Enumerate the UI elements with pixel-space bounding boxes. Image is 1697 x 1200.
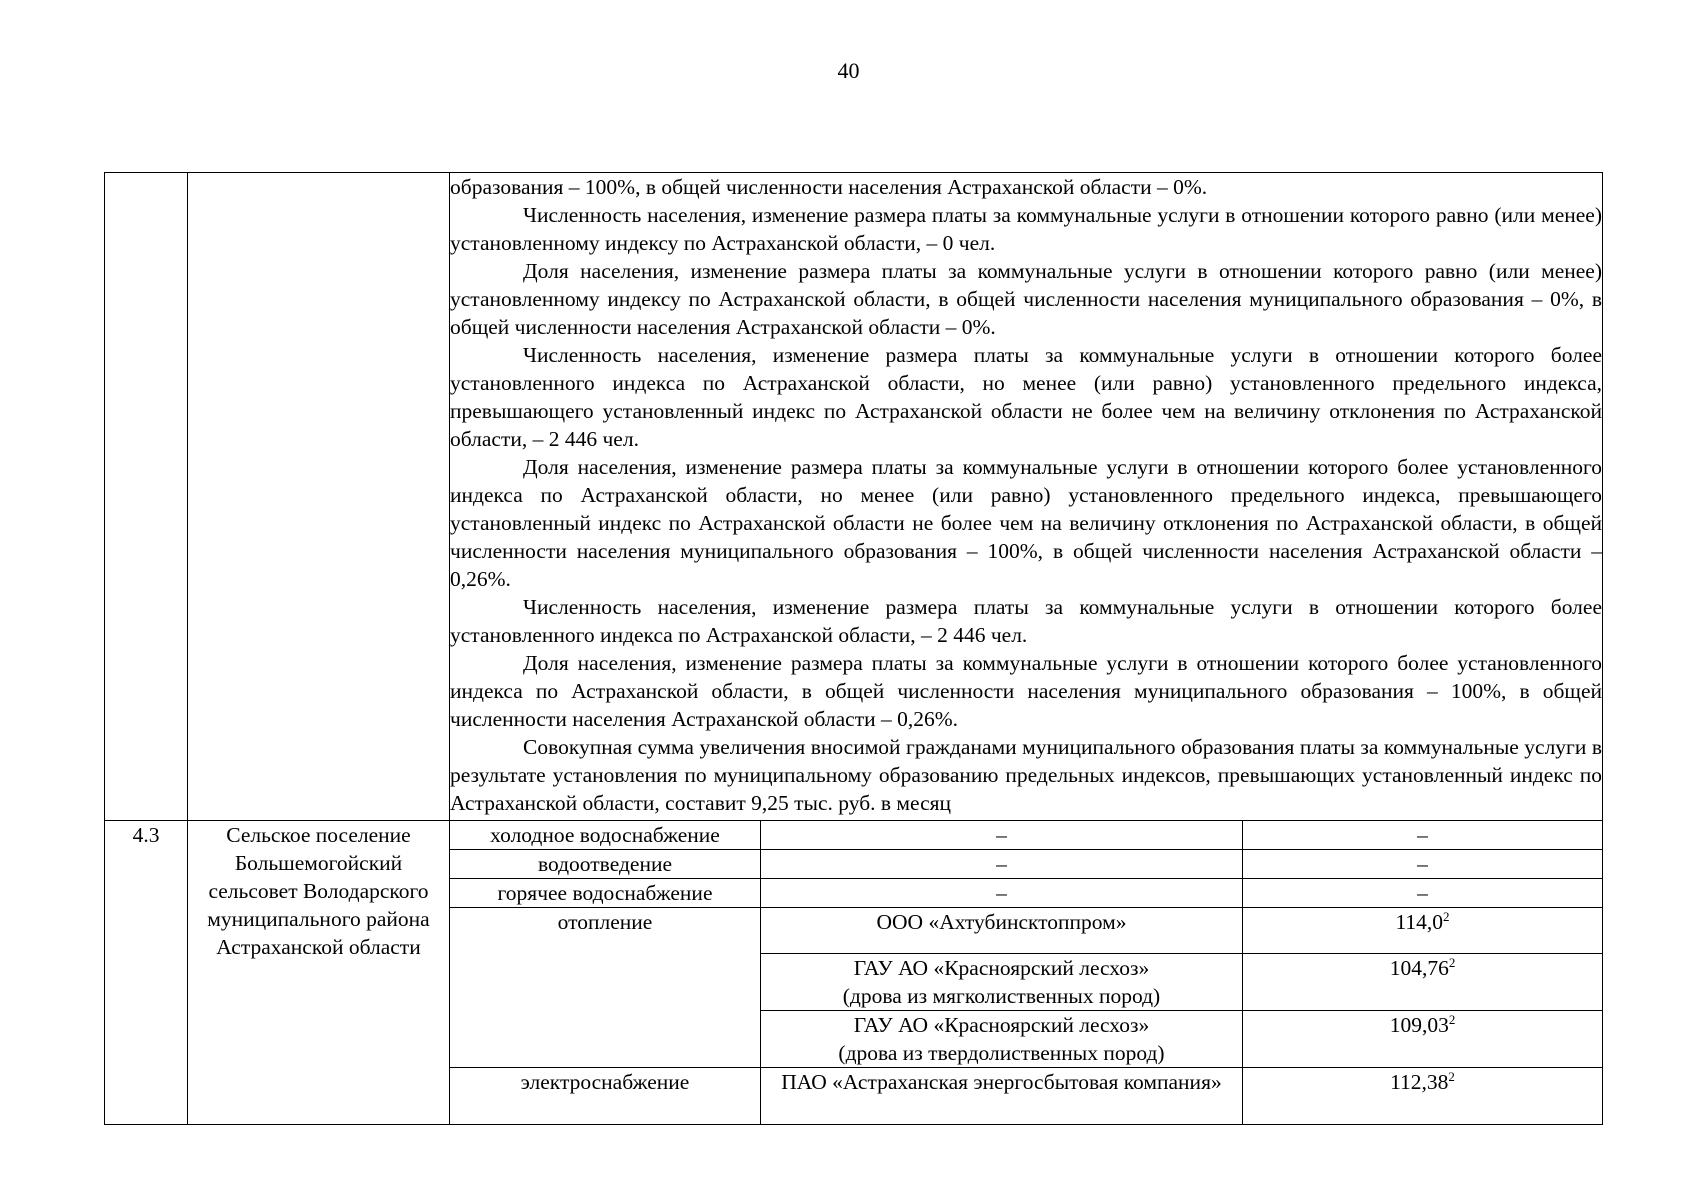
service-cold-water: холодное водоснабжение xyxy=(450,821,761,850)
provider-cell: ПАО «Астраханская энергосбытовая компания» xyxy=(761,1068,1243,1125)
service-sewerage: водоотведение xyxy=(450,850,761,879)
page-number: 40 xyxy=(837,58,860,83)
index-value: 114,0 xyxy=(1395,910,1444,934)
tariff-table xyxy=(104,172,1603,1125)
indicator-paragraph: Численность населения, изменение размера платы за коммунальные услуги в отношении которого более установленного индекса по Астраханской области, но менее (или равно) установленного предельного индекса, превышающего установленный индекс по Астраханской области не более чем на величину отклонения по Астраханской области, – 2 446 чел. xyxy=(450,343,1602,451)
indicator-paragraph: Совокупная сумма увеличения вносимой гражданами муниципального образования платы за коммунальные услуги в результате установления по муниципальному образованию предельных индексов, превышающих установленный индекс по Астраханской области, составит 9,25 тыс. руб. в месяц xyxy=(450,735,1602,815)
service-hot-water: горячее водоснабжение xyxy=(450,879,761,908)
provider-cell: – xyxy=(761,821,1243,850)
footnote-mark: 2 xyxy=(1443,909,1450,924)
index-value: 109,03 xyxy=(1389,1013,1449,1037)
footnote-mark: 2 xyxy=(1448,1012,1456,1027)
indicator-paragraph: Численность населения, изменение размера платы за коммунальные услуги в отношении которого равно (или менее) установленному индексу по Астраханской области, – 0 чел. xyxy=(450,203,1602,255)
provider-cell: – xyxy=(761,850,1243,879)
footnote-mark: 2 xyxy=(1448,1069,1455,1084)
indicator-paragraph: образования – 100%, в общей численности населения Астраханской области – 0%. xyxy=(450,175,1208,199)
index-value: 104,76 xyxy=(1389,956,1449,980)
service-heating: отопление xyxy=(450,908,761,1068)
indicator-paragraph: Численность населения, изменение размера платы за коммунальные услуги в отношении которого более установленного индекса по Астраханской области, – 2 446 чел. xyxy=(450,595,1602,647)
provider-name: ГАУ АО «Красноярский лесхоз» xyxy=(853,956,1150,980)
indicator-paragraph: Доля населения, изменение размера платы за коммунальные услуги в отношении которого более установленного индекса по Астраханской области, в общей численности населения муниципального образования – 100%, в общей численности населения Астраханской области – 0,26%. xyxy=(450,651,1602,731)
number-cell-empty xyxy=(105,173,188,821)
footnote-mark: 2 xyxy=(1448,955,1456,970)
service-electricity: электроснабжение xyxy=(450,1068,761,1125)
row-number: 4.3 xyxy=(105,821,188,1125)
table-row xyxy=(105,821,1603,850)
index-value-cell xyxy=(1243,1011,1603,1068)
provider-cell xyxy=(761,954,1243,1011)
index-value-cell xyxy=(1243,908,1603,954)
provider-note: (дрова из мягколиственных пород) xyxy=(842,984,1161,1008)
index-value-cell xyxy=(1243,1068,1603,1125)
municipality-name: Сельское поселение Большемогойский сельсовет Володарского муниципального района Астраханской области xyxy=(188,821,450,1125)
indicator-paragraph: Доля населения, изменение размера платы за коммунальные услуги в отношении которого равно (или менее) установленному индексу по Астраханской области, в общей численности населения муниципального образования – 0%, в общей численности населения Астраханской области – 0%. xyxy=(450,259,1602,339)
provider-cell xyxy=(761,1011,1243,1068)
index-value: – xyxy=(1243,850,1603,879)
index-value: – xyxy=(1243,821,1603,850)
provider-cell xyxy=(761,908,1243,954)
index-value: – xyxy=(1243,879,1603,908)
continuation-row xyxy=(105,173,1603,821)
provider-name: ООО «Ахтубинсктоппром» xyxy=(876,910,1127,934)
index-value-cell xyxy=(1243,954,1603,1011)
provider-name: ГАУ АО «Красноярский лесхоз» xyxy=(853,1013,1150,1037)
indicators-text-cell xyxy=(450,173,1603,821)
indicator-paragraph: Доля населения, изменение размера платы за коммунальные услуги в отношении которого более установленного индекса по Астраханской области, но менее (или равно) установленного предельного индекса, превышающего установленный индекс по Астраханской области не более чем на величину отклонения по Астраханской области, в общей численности населения муниципального образования – 100%, в общей численности населения Астраханской области – 0,26%. xyxy=(450,455,1602,591)
municipality-cell-empty xyxy=(188,173,450,821)
provider-note: (дрова из твердолиственных пород) xyxy=(838,1041,1165,1065)
index-value: 112,38 xyxy=(1390,1070,1449,1094)
provider-cell: – xyxy=(761,879,1243,908)
